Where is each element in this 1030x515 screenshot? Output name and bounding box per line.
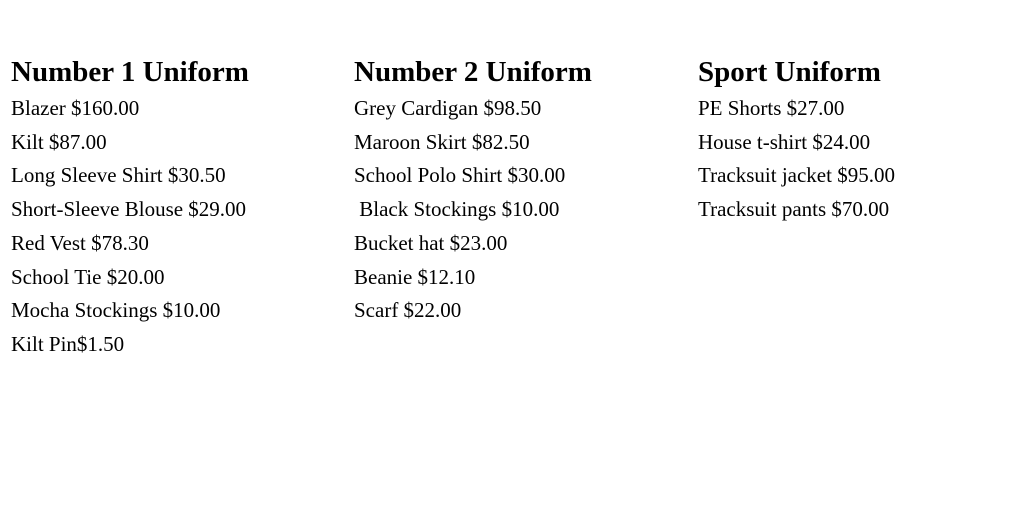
list-item: PE Shorts $27.00 — [698, 96, 845, 120]
list-item: Tracksuit jacket $95.00 — [698, 163, 895, 188]
list-item: Kilt Pin$1.50 — [11, 331, 125, 356]
list-item: Black Stockings $10.00 — [354, 197, 560, 222]
list-item: Bucket hat $23.00 — [354, 230, 508, 255]
list-item: House t-shirt $24.00 — [698, 129, 871, 154]
list-item: School Polo Shirt $30.00 — [354, 163, 566, 188]
list-item: Blazer $160.00 — [11, 96, 140, 120]
list-item: Kilt $87.00 — [11, 129, 107, 154]
list-item: Scarf $22.00 — [354, 298, 462, 323]
list-item: Long Sleeve Shirt $30.50 — [11, 163, 226, 188]
list-item: Tracksuit pants $70.00 — [698, 197, 890, 222]
uniform-list-number-2 — [354, 54, 592, 328]
list-item: Red Vest $78.30 — [11, 230, 149, 255]
column-heading: Number 2 Uniform — [354, 56, 592, 88]
column-heading: Number 1 Uniform — [11, 56, 249, 88]
list-item: Short-Sleeve Blouse $29.00 — [11, 197, 247, 222]
list-item: Beanie $12.10 — [354, 264, 476, 289]
list-item: Grey Cardigan $98.50 — [354, 96, 542, 120]
uniform-list-sport — [698, 54, 895, 227]
uniform-list-number-1 — [11, 54, 249, 362]
list-item: School Tie $20.00 — [11, 264, 165, 289]
list-item: Maroon Skirt $82.50 — [354, 129, 530, 154]
list-item: Mocha Stockings $10.00 — [11, 298, 221, 323]
column-heading: Sport Uniform — [698, 56, 881, 88]
